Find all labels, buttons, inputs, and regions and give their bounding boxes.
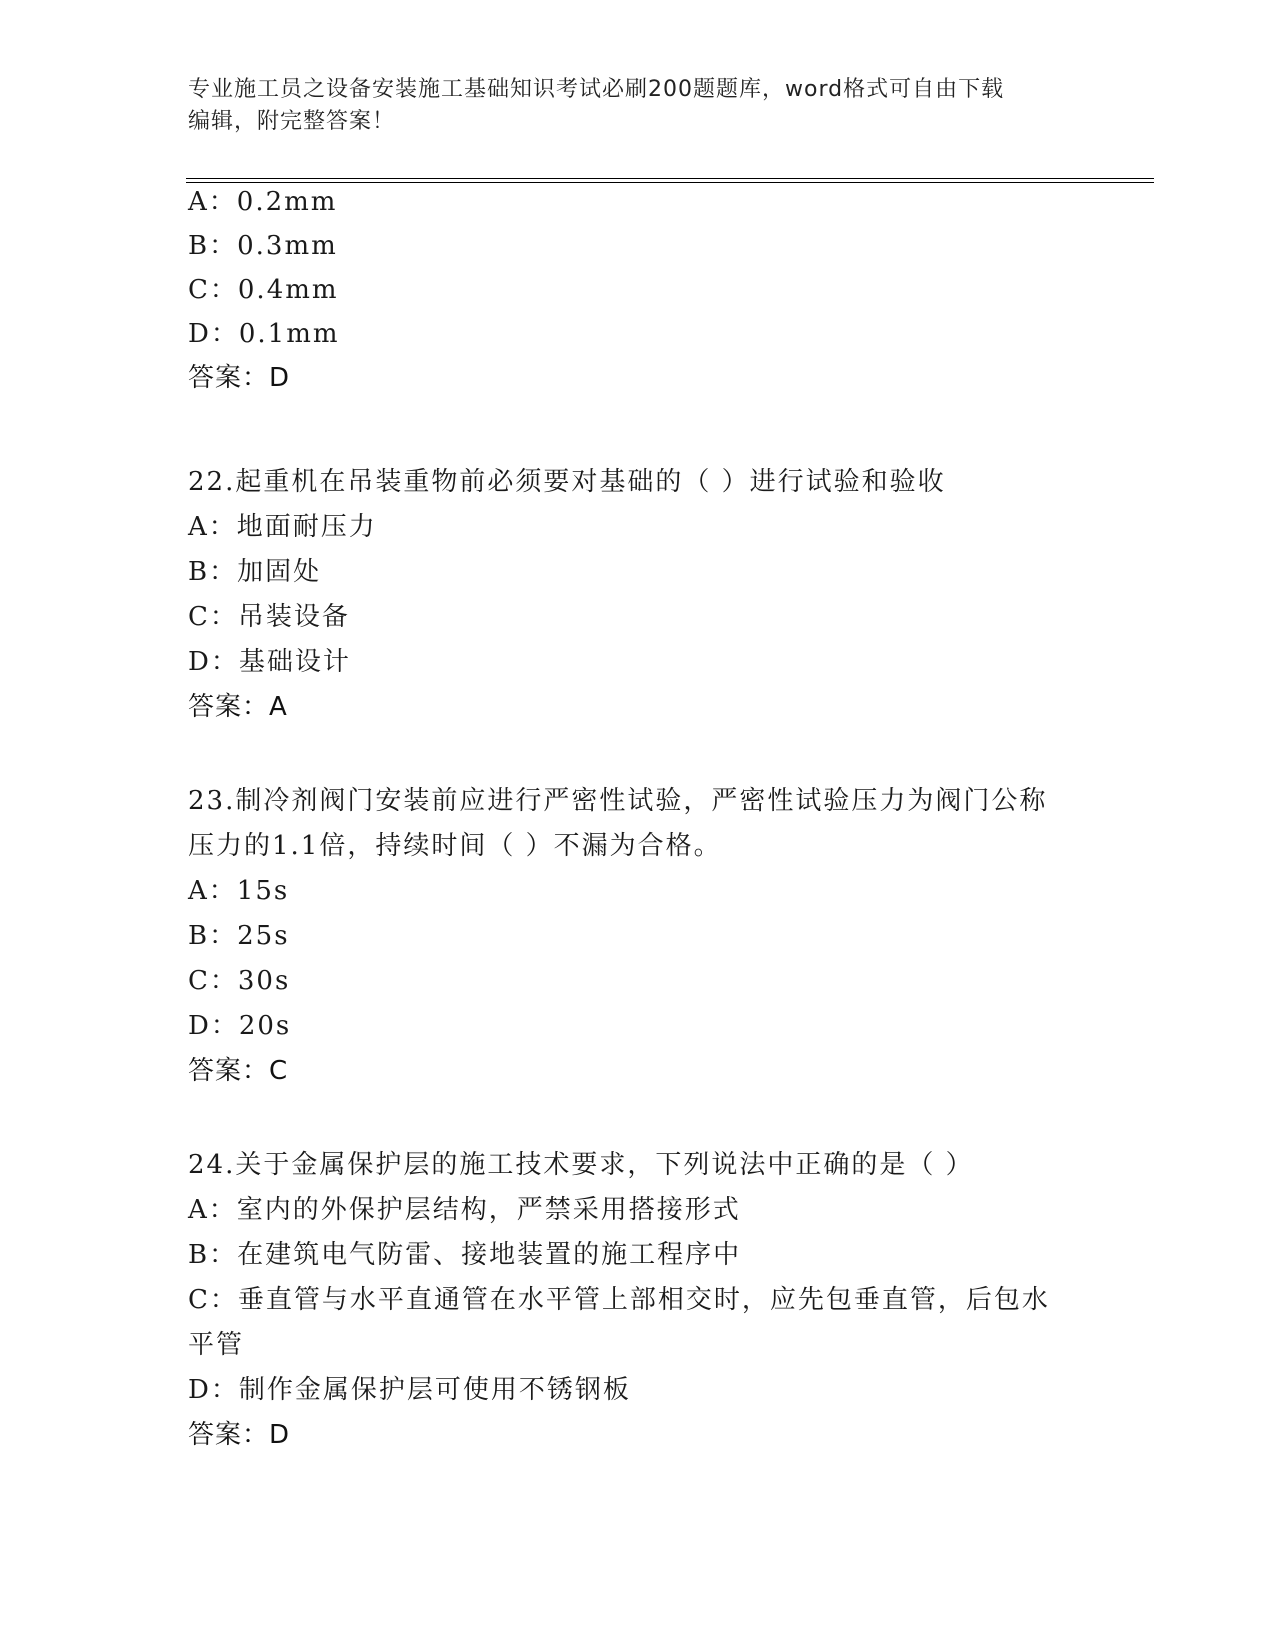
q22-option-a: A：地面耐压力: [188, 512, 377, 542]
header-divider-bottom: [186, 182, 1154, 183]
q22-option-b: B：加固处: [188, 557, 322, 587]
q24-answer: 答案：D: [188, 1420, 291, 1450]
q24-option-c-line-1: C：垂直管与水平直通管在水平管上部相交时，应先包垂直管，后包水: [188, 1285, 1050, 1315]
q21-option-d: D：0.1mm: [188, 319, 340, 349]
header-line-2: 编辑，附完整答案！: [188, 109, 396, 134]
q21-option-c: C：0.4mm: [188, 275, 339, 305]
q22-option-d: D：基础设计: [188, 647, 351, 677]
q24-option-b: B：在建筑电气防雷、接地装置的施工程序中: [188, 1240, 742, 1270]
q23-stem-line-1: 23.制冷剂阀门安装前应进行严密性试验，严密性试验压力为阀门公称: [188, 786, 1048, 816]
q22-option-c: C：吊装设备: [188, 602, 350, 632]
header-divider-top: [186, 178, 1154, 179]
q22-answer: 答案：A: [188, 692, 288, 722]
q23-answer: 答案：C: [188, 1056, 289, 1086]
q23-stem-line-2: 压力的1.1倍，持续时间（ ）不漏为合格。: [188, 831, 722, 861]
q23-option-d: D：20s: [188, 1011, 292, 1041]
q22-stem: 22.起重机在吊装重物前必须要对基础的（ ）进行试验和验收: [188, 467, 946, 497]
q21-option-b: B：0.3mm: [188, 231, 338, 261]
q21-answer: 答案：D: [188, 363, 291, 393]
q23-option-b: B：25s: [188, 921, 290, 951]
q23-option-a: A：15s: [188, 876, 290, 906]
q23-option-c: C：30s: [188, 966, 291, 996]
q24-stem: 24.关于金属保护层的施工技术要求，下列说法中正确的是（ ）: [188, 1150, 974, 1180]
document-header: [188, 74, 1088, 138]
q24-option-c-line-2: 平管: [188, 1330, 245, 1360]
header-line-1: 专业施工员之设备安装施工基础知识考试必刷200题题库，word格式可自由下载: [188, 77, 1005, 102]
q24-option-d: D：制作金属保护层可使用不锈钢板: [188, 1375, 631, 1405]
q21-option-a: A：0.2mm: [188, 187, 338, 217]
q24-option-a: A：室内的外保护层结构，严禁采用搭接形式: [188, 1195, 741, 1225]
